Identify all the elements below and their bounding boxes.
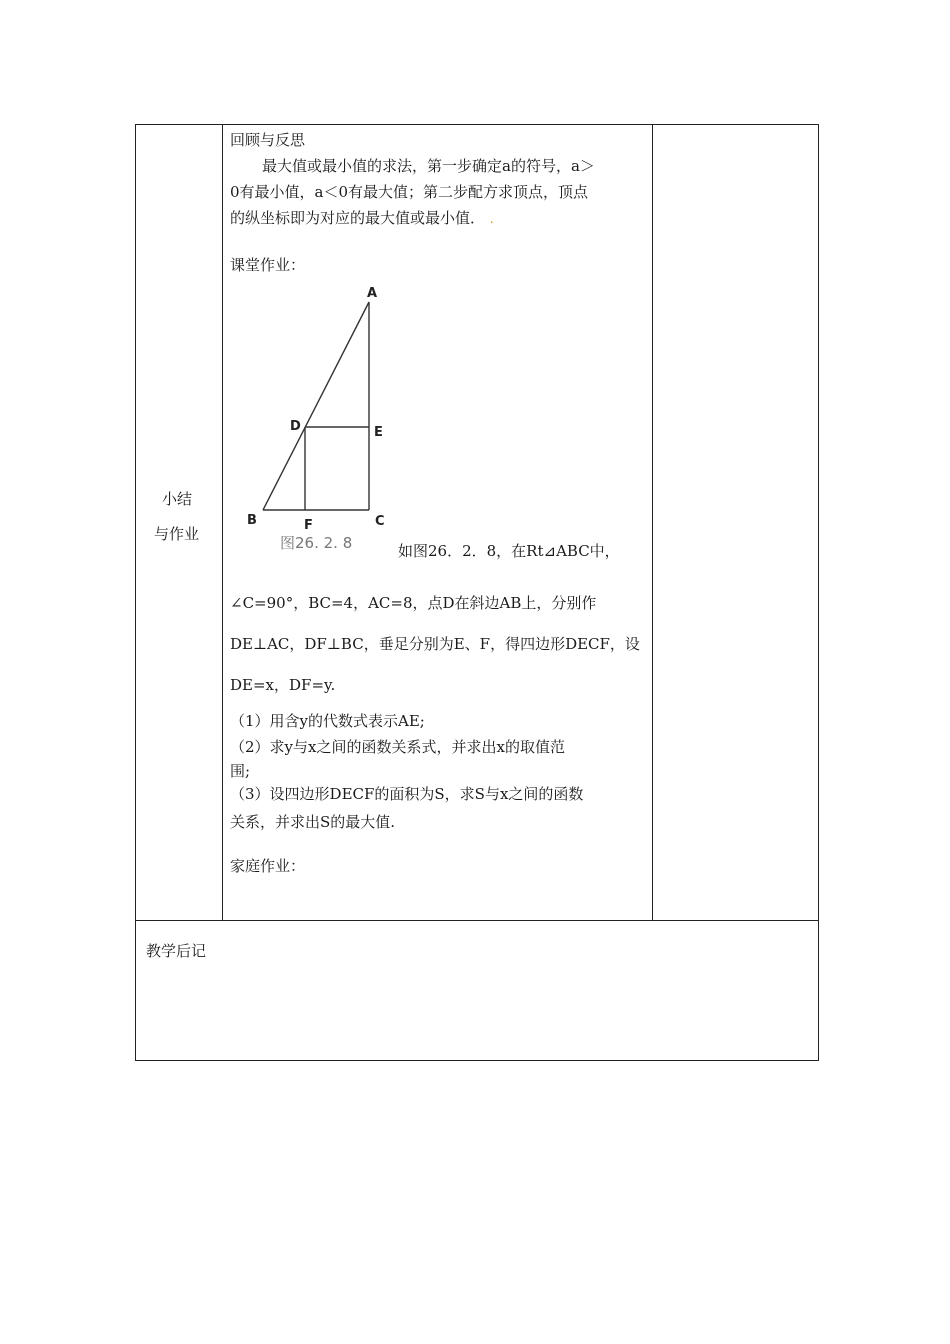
question-2-line1: （2）求y与x之间的函数关系式，并求出x的取值范: [230, 738, 565, 756]
side-AB: [263, 302, 369, 510]
question-1: （1）用含y的代数式表示AE;: [230, 712, 425, 730]
postscript-title: 教学后记: [146, 942, 207, 960]
homework-title: 家庭作业：: [230, 857, 306, 875]
question-3-line1: （3）设四边形DECF的面积为S，求S与x之间的函数: [230, 785, 584, 803]
label-C: C: [375, 514, 385, 529]
section-label-line2: 与作业: [154, 525, 200, 543]
label-E: E: [374, 425, 383, 440]
triangle-figure: [240, 280, 410, 560]
label-B: B: [247, 513, 257, 528]
review-line1: 最大值或最小值的求法，第一步确定a的符号，a＞: [262, 157, 595, 175]
problem-line3: DE⊥AC，DF⊥BC，垂足分别为E、F，得四边形DECF，设: [230, 635, 640, 653]
review-line3-text: 的纵坐标即为对应的最大值或最小值．: [230, 209, 486, 227]
question-2-line2: 围;: [230, 762, 251, 780]
review-line2: 0有最小值，a＜0有最大值；第二步配方求顶点，顶点: [230, 183, 589, 201]
classwork-title: 课堂作业：: [230, 256, 306, 274]
label-A: A: [367, 286, 378, 301]
row-divider: [136, 920, 818, 921]
problem-line4: DE=x，DF=y.: [230, 676, 336, 694]
problem-line2: ∠C=90°，BC=4，AC=8，点D在斜边AB上，分别作: [230, 594, 597, 612]
section-label-line1: 小结: [162, 490, 193, 508]
column-divider-right: [652, 125, 653, 920]
label-D: D: [290, 419, 301, 434]
review-title: 回顾与反思: [230, 131, 306, 149]
question-3-line2: 关系，并求出S的最大值.: [230, 813, 396, 831]
label-F: F: [304, 518, 313, 533]
problem-line1: 如图26．2．8，在Rt⊿ABC中，: [398, 542, 620, 560]
figure-caption: 图26. 2. 8: [280, 534, 353, 552]
column-divider-left: [222, 125, 223, 920]
review-line3: [230, 205, 494, 232]
edit-mark: .: [489, 212, 494, 226]
